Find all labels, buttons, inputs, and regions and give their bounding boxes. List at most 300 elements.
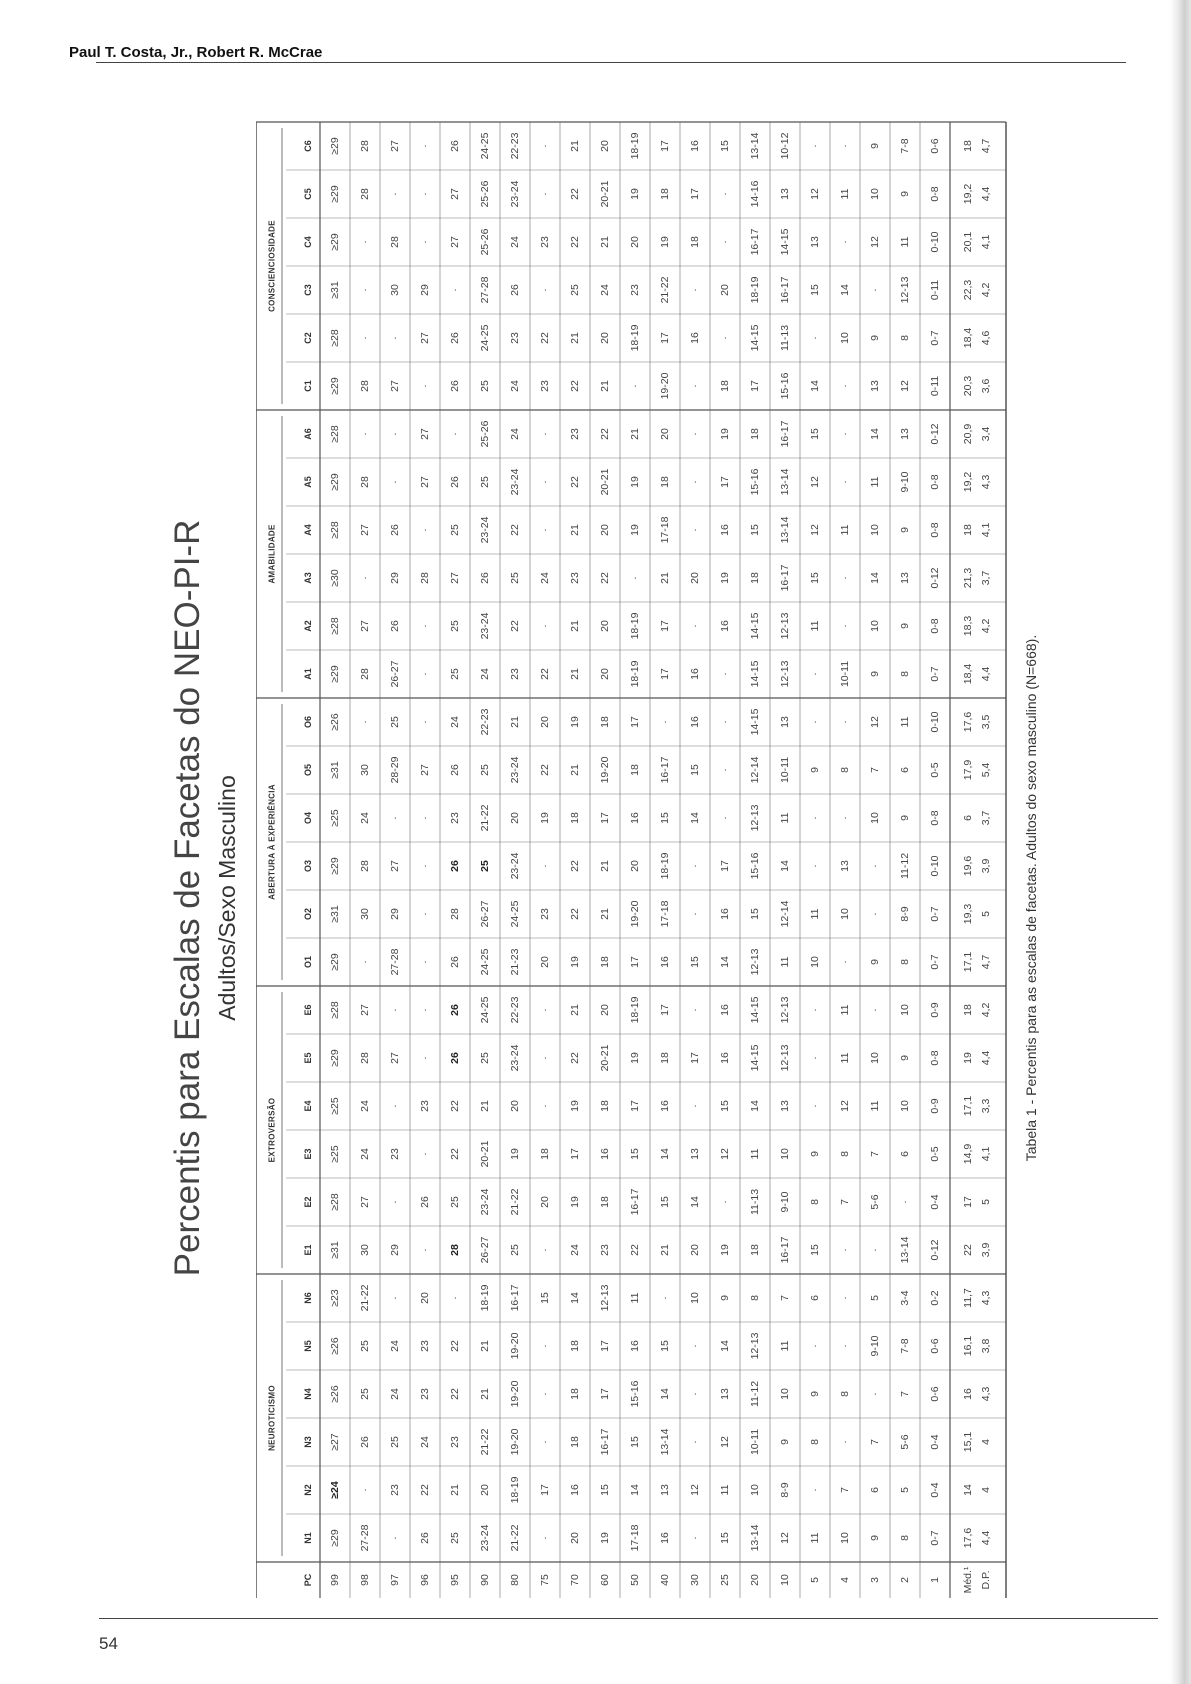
group-header: EXTROVERSÃO xyxy=(267,1097,277,1163)
group-header: AMABILIDADE xyxy=(267,524,277,584)
table-cell: 24-25 xyxy=(478,132,491,160)
table-cell: 14-16 xyxy=(748,180,761,208)
table-cell: 18 xyxy=(568,812,581,824)
column-header: O3 xyxy=(303,859,313,873)
table-cell: 20 xyxy=(598,668,611,680)
row-percentile-label: 40 xyxy=(658,1574,671,1586)
table-cell: 23 xyxy=(418,1100,431,1112)
table-cell: · xyxy=(808,1104,821,1108)
table-cell: 25 xyxy=(478,860,491,872)
table-cell: 16-17 xyxy=(508,1284,521,1312)
table-cell: 19 xyxy=(718,428,731,440)
row-percentile-label: 4 xyxy=(838,1577,851,1583)
table-cell: 10-11 xyxy=(838,660,851,688)
table-cell: 0-8 xyxy=(928,522,941,538)
table-cell: 19 xyxy=(628,188,641,200)
table-cell: 12 xyxy=(808,188,821,200)
table-cell: 15 xyxy=(808,284,821,296)
row-percentile-label: 10 xyxy=(778,1574,791,1586)
table-cell: 20 xyxy=(508,812,521,824)
table-cell: 18 xyxy=(598,1100,611,1112)
table-cell: 18-19 xyxy=(628,324,641,352)
mean-value: 6 xyxy=(961,815,974,821)
mean-value: 17,9 xyxy=(961,759,974,781)
table-cell: 0-6 xyxy=(928,1338,941,1354)
table-cell: 16 xyxy=(688,332,701,344)
table-cell: 21 xyxy=(478,1388,491,1400)
mean-value: 17,1 xyxy=(961,951,974,973)
table-cell: 17 xyxy=(718,860,731,872)
table-cell: 16 xyxy=(688,668,701,680)
table-cell: 20 xyxy=(598,620,611,632)
table-cell: 20 xyxy=(538,956,551,968)
table-cell: · xyxy=(688,480,701,484)
table-cell: 22 xyxy=(568,380,581,392)
table-cell: 23 xyxy=(448,1436,461,1448)
column-header: N3 xyxy=(303,1436,313,1448)
table-cell: · xyxy=(418,624,431,628)
mean-label: Méd.¹ xyxy=(961,1566,974,1594)
table-cell: 15 xyxy=(538,1292,551,1304)
table-cell: 23-24 xyxy=(508,468,521,496)
row-percentile-label: 97 xyxy=(388,1574,401,1586)
table-cell: 26 xyxy=(448,1052,461,1064)
table-cell: 12 xyxy=(868,716,881,728)
table-cell: · xyxy=(418,240,431,244)
table-cell: 26 xyxy=(448,476,461,488)
sd-value: 5,4 xyxy=(979,762,992,778)
column-header: N5 xyxy=(303,1340,313,1352)
table-cell: ≥31 xyxy=(328,1241,341,1259)
table-cell: 18 xyxy=(658,476,671,488)
table-cell: · xyxy=(808,1008,821,1012)
table-cell: · xyxy=(538,192,551,196)
sd-value: 4,1 xyxy=(979,234,992,250)
table-cell: 18 xyxy=(568,1388,581,1400)
table-cell: 12 xyxy=(808,524,821,536)
table-cell: · xyxy=(358,960,371,964)
table-cell: 0-5 xyxy=(928,762,941,778)
table-cell: 25 xyxy=(478,380,491,392)
table-cell: 16 xyxy=(718,908,731,920)
mean-value: 20,3 xyxy=(961,375,974,397)
column-header: E2 xyxy=(303,1196,313,1208)
table-cell: · xyxy=(388,480,401,484)
table-cell: 21 xyxy=(568,620,581,632)
table-cell: 15 xyxy=(718,140,731,152)
table-cell: 8-9 xyxy=(898,906,911,922)
table-cell: 22 xyxy=(538,764,551,776)
table-cell: 28 xyxy=(358,860,371,872)
table-cell: 16-17 xyxy=(748,228,761,256)
table-cell: · xyxy=(718,1200,731,1204)
table-cell: · xyxy=(718,768,731,772)
table-cell: · xyxy=(838,1440,851,1444)
mean-value: 17 xyxy=(961,1196,974,1208)
table-cell: 12-13 xyxy=(778,660,791,688)
table-cell: ≥30 xyxy=(328,569,341,587)
table-cell: 19 xyxy=(628,1052,641,1064)
table-cell: 8 xyxy=(838,1151,851,1157)
table-cell: 0-8 xyxy=(928,186,941,202)
table-cell: 15 xyxy=(688,956,701,968)
table-cell: 16 xyxy=(628,1340,641,1352)
table-cell: 9 xyxy=(868,335,881,341)
sd-value: 4,7 xyxy=(979,138,992,154)
table-cell: ≥29 xyxy=(328,233,341,251)
table-cell: 18 xyxy=(568,1340,581,1352)
page-number: 54 xyxy=(99,1634,118,1653)
table-cell: 24 xyxy=(388,1340,401,1352)
table-cell: 14 xyxy=(718,1340,731,1352)
table-cell: · xyxy=(808,1056,821,1060)
table-cell: · xyxy=(688,1536,701,1540)
percentile-table xyxy=(256,118,1014,1598)
table-cell: 20-21 xyxy=(598,1044,611,1072)
table-cell: 18-19 xyxy=(628,660,641,688)
table-cell: 0-11 xyxy=(928,279,941,301)
table-cell: 16 xyxy=(718,524,731,536)
table-cell: 23 xyxy=(388,1148,401,1160)
column-header: E4 xyxy=(303,1100,313,1112)
table-cell: 26 xyxy=(388,524,401,536)
table-cell: 8 xyxy=(838,767,851,773)
table-cell: 13 xyxy=(838,860,851,872)
table-cell: · xyxy=(868,864,881,868)
table-cell: 25 xyxy=(448,524,461,536)
table-cell: 29 xyxy=(388,908,401,920)
table-cell: 21 xyxy=(478,1100,491,1112)
table-cell: ≥25 xyxy=(328,1097,341,1115)
table-cell: · xyxy=(838,960,851,964)
table-cell: 16 xyxy=(688,140,701,152)
table-cell: · xyxy=(808,1488,821,1492)
table-cell: · xyxy=(538,624,551,628)
table-cell: ≥29 xyxy=(328,185,341,203)
table-cell: · xyxy=(358,432,371,436)
table-cell: 27-28 xyxy=(388,948,401,976)
table-cell: 20 xyxy=(418,1292,431,1304)
table-cell: 13-14 xyxy=(898,1236,911,1264)
table-cell: 16 xyxy=(598,1148,611,1160)
table-cell: 10 xyxy=(868,1052,881,1064)
table-cell: 8-9 xyxy=(778,1482,791,1498)
table-cell: 17 xyxy=(598,812,611,824)
table-cell: 22 xyxy=(448,1148,461,1160)
table-cell: 19 xyxy=(568,716,581,728)
table-cell: 12 xyxy=(808,476,821,488)
column-header: C1 xyxy=(303,380,313,392)
table-cell: 23 xyxy=(508,668,521,680)
sd-value: 4,4 xyxy=(979,666,992,682)
mean-value: 19 xyxy=(961,1052,974,1064)
sd-value: 3,7 xyxy=(979,570,992,586)
table-cell: 24 xyxy=(538,572,551,584)
table-cell: 21 xyxy=(478,1340,491,1352)
table-cell: 15 xyxy=(808,1244,821,1256)
row-percentile-label: 20 xyxy=(748,1574,761,1586)
table-cell: 17 xyxy=(658,332,671,344)
table-cell: 7 xyxy=(778,1295,791,1301)
table-cell: ≥31 xyxy=(328,905,341,923)
group-header: CONSCIENCIOSIDADE xyxy=(267,220,277,312)
mean-value: 17,6 xyxy=(961,1527,974,1549)
table-cell: · xyxy=(358,720,371,724)
table-cell: 12 xyxy=(718,1148,731,1160)
table-cell: · xyxy=(418,192,431,196)
table-cell: · xyxy=(688,1440,701,1444)
table-cell: 9 xyxy=(808,1391,821,1397)
table-cell: 23 xyxy=(598,1244,611,1256)
table-cell: 11-12 xyxy=(748,1380,761,1408)
table-cell: 5 xyxy=(898,1487,911,1493)
table-cell: · xyxy=(658,1296,671,1300)
table-cell: 25-26 xyxy=(478,180,491,208)
column-header: N6 xyxy=(303,1292,313,1304)
table-cell: 11 xyxy=(808,908,821,920)
row-percentile-label: 70 xyxy=(568,1574,581,1586)
table-cell: 24 xyxy=(358,1100,371,1112)
table-cell: 11 xyxy=(838,1052,851,1064)
sd-value: 4,2 xyxy=(979,618,992,634)
table-cell: 12-13 xyxy=(748,804,761,832)
table-cell: 6 xyxy=(868,1487,881,1493)
running-header-authors: Paul T. Costa, Jr., Robert R. McCrae xyxy=(69,44,323,61)
table-cell: 21 xyxy=(568,140,581,152)
table-cell: 16 xyxy=(568,1484,581,1496)
table-cell: 13 xyxy=(658,1484,671,1496)
mean-value: 18 xyxy=(961,524,974,536)
table-cell: 20 xyxy=(628,236,641,248)
table-cell: 12-14 xyxy=(748,756,761,784)
table-cell: 17 xyxy=(598,1340,611,1352)
table-cell: 15 xyxy=(658,1340,671,1352)
table-cell: 20-21 xyxy=(598,180,611,208)
table-cell: 12-13 xyxy=(748,948,761,976)
table-cell: 27 xyxy=(418,332,431,344)
table-cell: ≥29 xyxy=(328,1049,341,1067)
mean-value: 15,1 xyxy=(961,1431,974,1453)
table-cell: 12 xyxy=(898,380,911,392)
table-cell: · xyxy=(418,528,431,532)
table-cell: 19 xyxy=(628,476,641,488)
table-cell: 23 xyxy=(568,428,581,440)
table-cell: · xyxy=(808,336,821,340)
table-cell: 18-19 xyxy=(658,852,671,880)
table-cell: 10 xyxy=(868,812,881,824)
table-cell: 17 xyxy=(688,188,701,200)
table-cell: 9-10 xyxy=(778,1191,791,1213)
table-cell: 26 xyxy=(388,620,401,632)
table-cell: 9 xyxy=(898,815,911,821)
table-cell: 6 xyxy=(898,767,911,773)
table-cell: 18 xyxy=(538,1148,551,1160)
table-cell: 0-10 xyxy=(928,231,941,253)
mean-value: 17,1 xyxy=(961,1095,974,1117)
table-cell: 10-11 xyxy=(748,1428,761,1456)
table-cell: 13-14 xyxy=(778,468,791,496)
table-cell: 22 xyxy=(568,860,581,872)
table-cell: 15 xyxy=(628,1436,641,1448)
table-cell: 10 xyxy=(778,1388,791,1400)
table-cell: · xyxy=(418,1008,431,1012)
table-cell: 22 xyxy=(568,188,581,200)
table-cell: 21-22 xyxy=(508,1188,521,1216)
table-cell: 23-24 xyxy=(508,180,521,208)
table-cell: 16-17 xyxy=(778,1236,791,1264)
table-cell: 27 xyxy=(418,476,431,488)
table-cell: ≥23 xyxy=(328,1289,341,1307)
table-cell: 28 xyxy=(448,1244,461,1256)
table-cell: ≥26 xyxy=(328,713,341,731)
table-cell: 20 xyxy=(688,572,701,584)
column-header: O5 xyxy=(303,763,313,777)
column-header: A5 xyxy=(303,476,313,488)
table-cell: 9 xyxy=(808,1151,821,1157)
table-cell: 10 xyxy=(838,332,851,344)
table-cell: 13 xyxy=(778,188,791,200)
table-cell: · xyxy=(808,816,821,820)
table-cell: 19 xyxy=(568,1100,581,1112)
table-cell: 12-13 xyxy=(778,996,791,1024)
table-cell: 28-29 xyxy=(388,756,401,784)
sd-value: 3,9 xyxy=(979,1242,992,1258)
table-cell: 28 xyxy=(358,476,371,488)
table-cell: ≥28 xyxy=(328,1193,341,1211)
column-header: C5 xyxy=(303,188,313,200)
table-cell: · xyxy=(838,240,851,244)
table-cell: 23-24 xyxy=(478,1188,491,1216)
table-cell: 19-20 xyxy=(508,1332,521,1360)
column-header: O2 xyxy=(303,907,313,921)
sd-value: 4 xyxy=(979,1487,992,1493)
table-cell: 14-15 xyxy=(748,324,761,352)
table-cell: 27 xyxy=(448,236,461,248)
table-cell: 11 xyxy=(868,476,881,488)
table-cell: 21 xyxy=(628,428,641,440)
table-cell: ≥28 xyxy=(328,425,341,443)
table-cell: 0-8 xyxy=(928,618,941,634)
table-cell: 0-10 xyxy=(928,711,941,733)
table-cell: 26 xyxy=(448,332,461,344)
table-cell: · xyxy=(418,384,431,388)
table-cell: · xyxy=(538,480,551,484)
table-cell: 20-21 xyxy=(478,1140,491,1168)
table-cell: · xyxy=(538,288,551,292)
table-cell: 25 xyxy=(448,1196,461,1208)
table-cell: 21 xyxy=(448,1484,461,1496)
column-header: C3 xyxy=(303,284,313,296)
table-cell: 0-2 xyxy=(928,1290,941,1306)
table-cell: 9 xyxy=(868,671,881,677)
table-cell: 11 xyxy=(898,716,911,728)
table-cell: ≥28 xyxy=(328,329,341,347)
sd-value: 3,3 xyxy=(979,1098,992,1114)
table-cell: 16-17 xyxy=(778,276,791,304)
table-cell: · xyxy=(688,1392,701,1396)
table-cell: · xyxy=(838,1248,851,1252)
table-cell: 24-25 xyxy=(478,948,491,976)
table-cell: 6 xyxy=(808,1295,821,1301)
table-cell: · xyxy=(838,384,851,388)
table-cell: 26 xyxy=(448,140,461,152)
table-cell: 8 xyxy=(898,335,911,341)
table-cell: 21-22 xyxy=(358,1284,371,1312)
row-percentile-label: 30 xyxy=(688,1574,701,1586)
table-cell: · xyxy=(688,1008,701,1012)
table-cell: 10 xyxy=(688,1292,701,1304)
table-cell: 18 xyxy=(718,380,731,392)
table-cell: 14 xyxy=(688,1196,701,1208)
table-cell: 10 xyxy=(868,188,881,200)
table-cell: · xyxy=(718,816,731,820)
sd-value: 4,4 xyxy=(979,186,992,202)
sd-value: 3,6 xyxy=(979,378,992,394)
table-cell: 16 xyxy=(628,812,641,824)
mean-value: 21,3 xyxy=(961,567,974,589)
column-header: E5 xyxy=(303,1052,313,1064)
table-cell: · xyxy=(448,1296,461,1300)
table-cell: 15 xyxy=(658,1196,671,1208)
sd-value: 3,4 xyxy=(979,426,992,442)
mean-value: 19,6 xyxy=(961,855,974,877)
table-cell: 21-23 xyxy=(508,948,521,976)
table-cell: 10 xyxy=(898,1004,911,1016)
table-cell: 14-15 xyxy=(748,708,761,736)
table-cell: 0-7 xyxy=(928,330,941,346)
table-cell: 22-23 xyxy=(508,132,521,160)
table-cell: ≥27 xyxy=(328,1433,341,1451)
table-cell: 9 xyxy=(778,1439,791,1445)
table-cell: 15-16 xyxy=(778,372,791,400)
table-cell: 23 xyxy=(388,1484,401,1496)
table-cell: 14-15 xyxy=(778,228,791,256)
table-cell: · xyxy=(898,1200,911,1204)
table-cell: 22 xyxy=(448,1388,461,1400)
table-cell: 20 xyxy=(598,140,611,152)
table-cell: 23-24 xyxy=(478,516,491,544)
column-header: A6 xyxy=(303,428,313,440)
row-percentile-label: 2 xyxy=(898,1577,911,1583)
table-cell: ≥29 xyxy=(328,473,341,491)
table-cell: 24-25 xyxy=(478,996,491,1024)
table-cell: 21-22 xyxy=(658,276,671,304)
table-cell: 25 xyxy=(508,1244,521,1256)
table-cell: · xyxy=(688,384,701,388)
table-cell: 27 xyxy=(448,188,461,200)
table-cell: 18-19 xyxy=(508,1476,521,1504)
table-cell: 17 xyxy=(538,1484,551,1496)
table-cell: 18 xyxy=(748,1244,761,1256)
table-cell: 16 xyxy=(658,956,671,968)
table-cell: 25 xyxy=(478,476,491,488)
table-cell: 26-27 xyxy=(478,900,491,928)
table-cell: 18 xyxy=(628,764,641,776)
table-cell: 17 xyxy=(598,1388,611,1400)
table-cell: 17 xyxy=(688,1052,701,1064)
table-cell: 9 xyxy=(898,1055,911,1061)
table-cell: 26 xyxy=(448,1004,461,1016)
table-cell: · xyxy=(388,1200,401,1204)
table-cell: 14 xyxy=(778,860,791,872)
table-cell: 23 xyxy=(568,572,581,584)
table-cell: 26 xyxy=(448,380,461,392)
table-cell: · xyxy=(838,576,851,580)
sd-value: 4,4 xyxy=(979,1530,992,1546)
table-cell: 25 xyxy=(388,1436,401,1448)
table-cell: 23 xyxy=(448,812,461,824)
row-percentile-label: 5 xyxy=(808,1577,821,1583)
